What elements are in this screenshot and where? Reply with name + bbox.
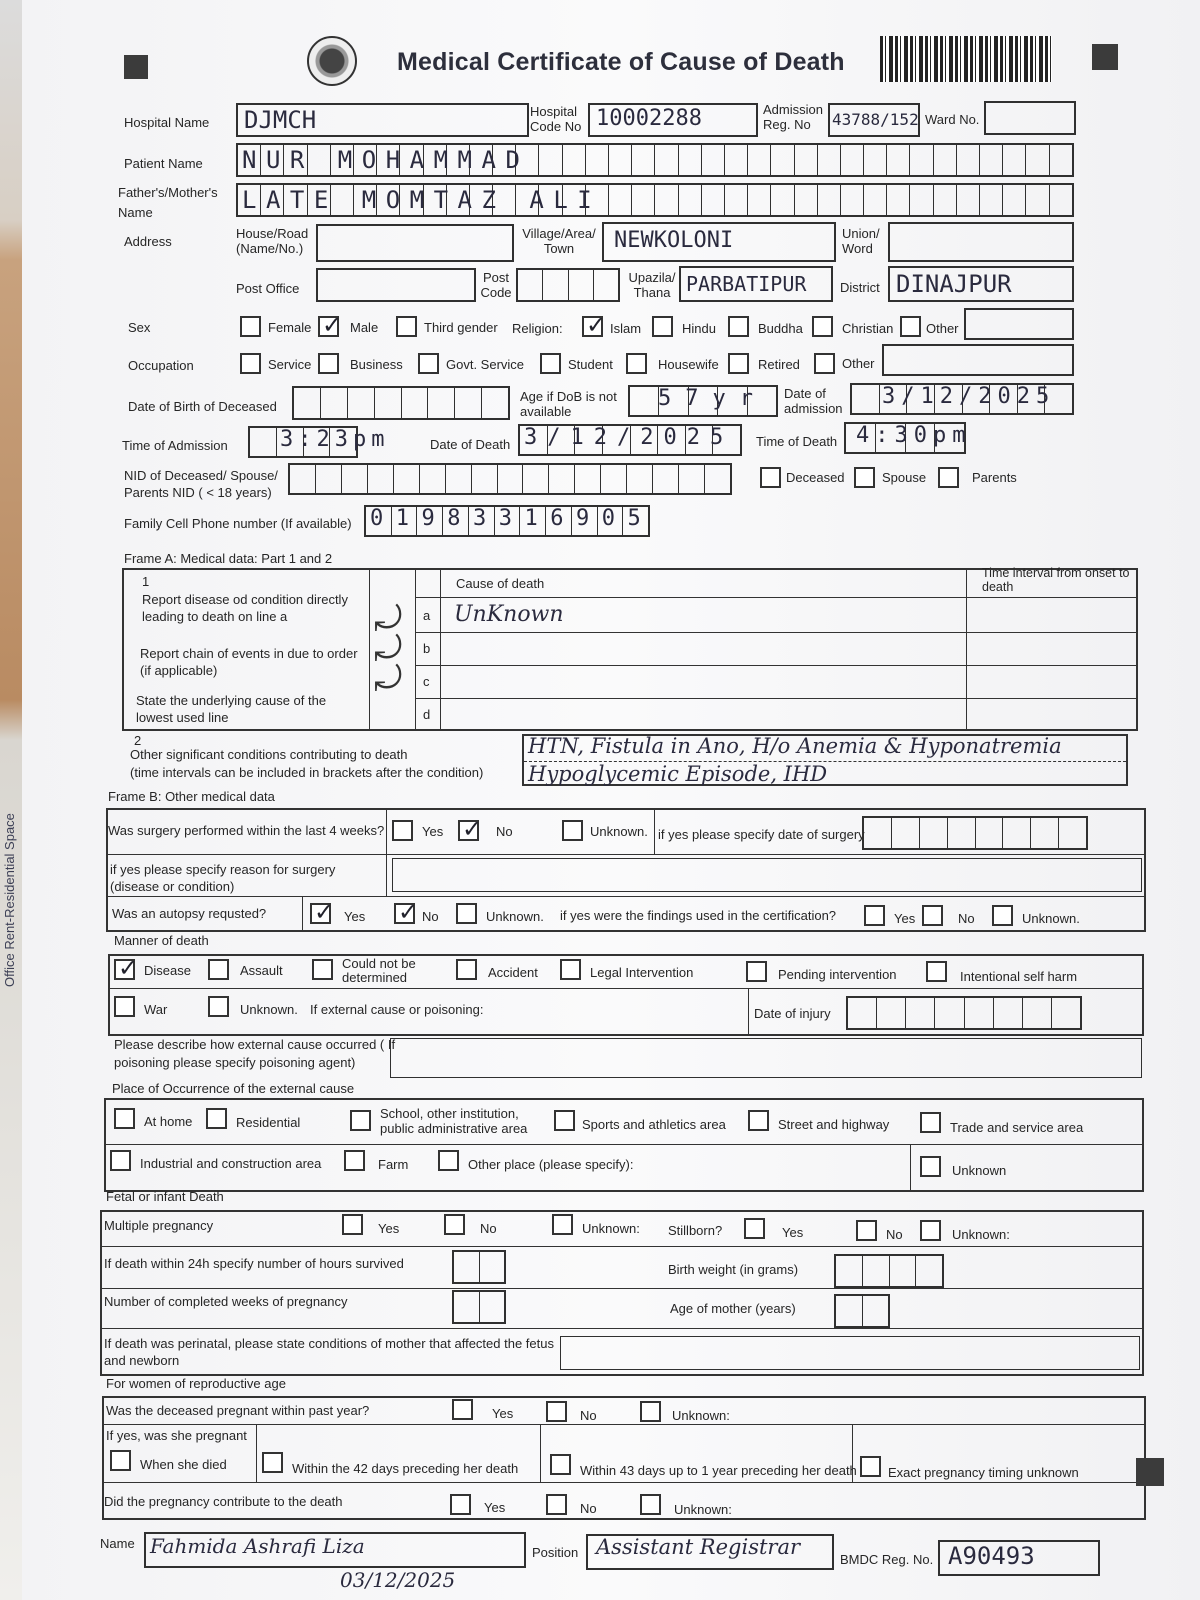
findings-yes-label: Yes	[894, 911, 916, 926]
hours-survived-label: If death within 24h specify number of hours survived	[104, 1256, 404, 1271]
age-value: 57yr	[658, 386, 767, 411]
district-label: District	[840, 280, 880, 295]
part1-instruction-a: Report disease od condition directly leading to death on line a	[142, 592, 348, 624]
hours-survived-cells[interactable]	[452, 1250, 506, 1284]
nid-parents-label: Parents	[972, 470, 1017, 485]
row-c-label: c	[423, 674, 430, 689]
place-unknown-checkbox[interactable]	[920, 1156, 941, 1177]
hospital-name-label: Hospital Name	[124, 115, 210, 130]
stillborn-unknown-checkbox[interactable]	[920, 1220, 941, 1241]
sex-third-gender-label: Third gender	[424, 320, 498, 335]
stillborn-no-label: No	[886, 1227, 903, 1242]
contribute-no-label: No	[580, 1501, 597, 1516]
dob-cells[interactable]	[292, 386, 510, 420]
place-street-checkbox[interactable]	[748, 1110, 769, 1131]
when-died-checkbox[interactable]	[110, 1450, 131, 1471]
manner-self-harm-checkbox[interactable]	[926, 961, 947, 982]
occupation-business-label: Business	[350, 357, 403, 372]
age-mother-label: Age of mother (years)	[670, 1301, 796, 1316]
admission-reg-label: Admission Reg. No	[763, 102, 823, 132]
exact-unknown-label: Exact pregnancy timing unknown	[888, 1465, 1079, 1480]
religion-buddha-checkbox[interactable]	[728, 316, 749, 337]
autopsy-unknown-label: Unknown.	[486, 909, 544, 924]
religion-christian-label: Christian	[842, 321, 894, 336]
occupation-other-checkbox[interactable]	[814, 353, 835, 374]
sex-male-label: Male	[350, 320, 379, 335]
manner-undetermined-label: Could not be determined	[342, 956, 416, 985]
findings-no-checkbox[interactable]	[922, 905, 943, 926]
form-title: Medical Certificate of Cause of Death	[397, 48, 845, 76]
place-home-label: At home	[144, 1114, 193, 1129]
religion-label: Religion:	[512, 321, 563, 336]
chain-arrows-icon: ⤾ ⤾ ⤾	[374, 600, 403, 698]
religion-other-field[interactable]	[964, 308, 1074, 340]
findings-no-label: No	[958, 911, 975, 926]
multiple-no-label: No	[480, 1221, 497, 1236]
certificate-page	[22, 0, 1200, 1600]
house-road-field[interactable]	[316, 224, 514, 262]
place-farm-label: Farm	[378, 1157, 409, 1172]
post-code-label: Post Code	[480, 270, 512, 300]
date-death-value: 3/12/2025	[524, 425, 734, 450]
surgery-unknown-label: Unknown.	[590, 824, 648, 839]
religion-other-checkbox[interactable]	[900, 316, 921, 337]
surgery-reason-label: if yes please specify reason for surgery (disease or condition)	[110, 862, 336, 894]
manner-undetermined-checkbox[interactable]	[312, 959, 333, 980]
autopsy-no-label: No	[422, 909, 439, 924]
surgery-reason-field[interactable]	[392, 858, 1142, 892]
row-d-label: d	[423, 707, 431, 722]
surgery-no-checkbox[interactable]	[458, 820, 479, 841]
time-death-label: Time of Death	[756, 434, 838, 449]
findings-unknown-label: Unknown.	[1022, 911, 1080, 926]
describe-external-field[interactable]	[390, 1038, 1142, 1078]
manner-accident-checkbox[interactable]	[456, 959, 477, 980]
religion-christian-checkbox[interactable]	[812, 316, 833, 337]
contribute-unknown-label: Unknown:	[674, 1502, 732, 1517]
surgery-date-label: if yes please specify date of surgery	[658, 827, 865, 842]
nid-parents-checkbox[interactable]	[938, 467, 959, 488]
place-trade-label: Trade and service area	[950, 1120, 1084, 1135]
perinatal-label: If death was perinatal, please state conditions of mother that affected the fetus and newborn	[104, 1336, 554, 1368]
occupation-retired-label: Retired	[758, 357, 800, 372]
place-home-checkbox[interactable]	[114, 1108, 135, 1129]
village-label: Village/Area/ Town	[522, 226, 596, 256]
ward-no-label: Ward No.	[925, 112, 980, 127]
post-code-cells[interactable]	[516, 268, 620, 302]
cause-of-death-header: Cause of death	[456, 576, 545, 591]
religion-islam-checkbox[interactable]	[582, 316, 603, 337]
stillborn-unknown-label: Unknown:	[952, 1227, 1010, 1242]
autopsy-question: Was an autopsy requsted?	[112, 906, 267, 921]
surgery-no-label: No	[496, 824, 513, 839]
occupation-other-field[interactable]	[882, 344, 1074, 376]
time-admission-label: Time of Admission	[122, 438, 228, 453]
registration-mark	[1136, 1458, 1164, 1486]
side-note-text: Office Rent-Residential Space	[2, 813, 17, 987]
occupation-retired-checkbox[interactable]	[728, 353, 749, 374]
manner-assault-label: Assault	[240, 963, 283, 978]
within-43-label: Within 43 days up to 1 year preceding her death	[580, 1463, 857, 1478]
religion-hindu-checkbox[interactable]	[652, 316, 673, 337]
date-injury-cells[interactable]	[846, 996, 1082, 1030]
women-title: For women of reproductive age	[106, 1376, 286, 1391]
position-value: Assistant Registrar	[596, 1535, 801, 1559]
manner-pending-label: Pending intervention	[778, 967, 897, 982]
row-b-label: b	[423, 641, 431, 656]
part1-number: 1	[142, 574, 150, 589]
manner-self-harm-label: Intentional self harm	[960, 969, 1078, 984]
government-emblem-icon	[307, 36, 357, 86]
date-admission-label: Date of admission	[784, 386, 843, 416]
pregnant-unknown-label: Unknown:	[672, 1408, 730, 1423]
place-industrial-checkbox[interactable]	[110, 1150, 131, 1171]
contribute-question: Did the pregnancy contribute to the death	[104, 1494, 343, 1509]
part2-line2: (time intervals can be included in brackets after the condition)	[130, 765, 484, 780]
district-value: DINAJPUR	[896, 270, 1012, 298]
date-injury-label: Date of injury	[754, 1006, 831, 1021]
manner-legal-label: Legal Intervention	[590, 965, 694, 980]
age-if-label: Age if DoB is not available	[520, 389, 617, 419]
post-office-field[interactable]	[316, 268, 476, 302]
place-trade-checkbox[interactable]	[920, 1112, 941, 1133]
manner-legal-checkbox[interactable]	[560, 959, 581, 980]
fetal-title: Fetal or infant Death	[106, 1189, 224, 1204]
nid-cells[interactable]	[288, 463, 732, 495]
manner-unknown-checkbox[interactable]	[208, 996, 229, 1017]
contribute-yes-label: Yes	[484, 1500, 506, 1515]
manner-unknown-label: Unknown.	[240, 1002, 298, 1017]
if-yes-pregnant-label: If yes, was she pregnant	[106, 1428, 247, 1443]
autopsy-yes-checkbox[interactable]	[310, 903, 331, 924]
occupation-govt-service-checkbox[interactable]	[418, 353, 439, 374]
place-other-label: Other place (please specify):	[468, 1157, 634, 1172]
manner-assault-checkbox[interactable]	[208, 959, 229, 980]
position-label: Position	[532, 1545, 579, 1560]
place-street-label: Street and highway	[778, 1117, 890, 1132]
part2-value-1: HTN, Fistula in Ano, H/o Anemia & Hyponatremia	[528, 734, 1062, 758]
hospital-code-value: 10002288	[596, 106, 702, 131]
registration-mark	[124, 55, 148, 79]
external-cause-label: If external cause or poisoning:	[310, 1002, 484, 1017]
registration-mark	[1092, 44, 1118, 70]
union-label: Union/ Word	[842, 226, 880, 256]
village-value: NEWKOLONI	[614, 228, 734, 253]
place-farm-checkbox[interactable]	[344, 1150, 365, 1171]
frame-b-title: Frame B: Other medical data	[108, 789, 275, 804]
signature-date-value: 03/12/2025	[340, 1568, 456, 1592]
signer-name-value: Fahmida Ashrafi Liza	[150, 1534, 365, 1558]
place-residential-checkbox[interactable]	[206, 1108, 227, 1129]
contribute-unknown-checkbox[interactable]	[640, 1494, 661, 1515]
nid-spouse-label: Spouse	[882, 470, 927, 485]
pregnant-yes-label: Yes	[492, 1406, 514, 1421]
phone-value: 01983316905	[370, 506, 654, 531]
occupation-other-label: Other	[842, 356, 875, 371]
address-label: Address	[124, 234, 172, 249]
pregnant-unknown-checkbox[interactable]	[640, 1401, 661, 1422]
manner-accident-label: Accident	[488, 965, 538, 980]
interval-header: Time interval from onset to death	[982, 566, 1130, 594]
religion-islam-label: Islam	[610, 321, 642, 336]
occupation-service-label: Service	[268, 357, 312, 372]
house-road-label: House/Road (Name/No.)	[236, 226, 309, 256]
birth-weight-label: Birth weight (in grams)	[668, 1262, 799, 1277]
dob-label: Date of Birth of Deceased	[128, 399, 277, 414]
nid-deceased-label: Deceased	[786, 470, 845, 485]
patient-name-label: Patient Name	[124, 156, 203, 171]
multiple-yes-label: Yes	[378, 1221, 400, 1236]
manner-war-label: War	[144, 1002, 168, 1017]
surgery-yes-checkbox[interactable]	[392, 820, 413, 841]
father-mother-value: LATE MOMTAZ ALI	[242, 186, 602, 214]
phone-label: Family Cell Phone number (If available)	[124, 516, 352, 531]
pregnant-yes-checkbox[interactable]	[452, 1399, 473, 1420]
row-a-label: a	[423, 608, 431, 623]
occupation-student-label: Student	[568, 357, 613, 372]
sex-label: Sex	[128, 320, 151, 335]
multiple-unknown-checkbox[interactable]	[552, 1214, 573, 1235]
sex-female-checkbox[interactable]	[240, 316, 261, 337]
occupation-student-checkbox[interactable]	[540, 353, 561, 374]
place-residential-label: Residential	[236, 1115, 301, 1130]
upazila-value: PARBATIPUR	[686, 272, 807, 296]
upazila-label: Upazila/ Thana	[628, 270, 676, 300]
place-industrial-label: Industrial and construction area	[140, 1156, 322, 1171]
place-sports-label: Sports and athletics area	[582, 1117, 726, 1132]
occupation-govt-service-label: Govt. Service	[446, 357, 525, 372]
manner-disease-checkbox[interactable]	[114, 959, 135, 980]
occupation-housewife-checkbox[interactable]	[626, 353, 647, 374]
autopsy-no-checkbox[interactable]	[394, 903, 415, 924]
hospital-name-value: DJMCH	[244, 106, 317, 134]
place-school-checkbox[interactable]	[350, 1110, 371, 1131]
nid-deceased-checkbox[interactable]	[760, 467, 781, 488]
autopsy-yes-label: Yes	[344, 909, 366, 924]
weeks-preg-cells[interactable]	[452, 1290, 506, 1324]
birth-weight-cells[interactable]	[834, 1254, 944, 1288]
part2-value-2: Hypoglycemic Episode, IHD	[528, 762, 828, 786]
surgery-question: Was surgery performed within the last 4 weeks?	[108, 823, 385, 838]
place-title: Place of Occurrence of the external cause	[112, 1081, 355, 1096]
part1-instruction-chain: Report chain of events in due to order (if applicable)	[140, 646, 358, 678]
exact-unknown-checkbox[interactable]	[860, 1456, 881, 1477]
describe-external-label: Please describe how external cause occurred ( If poisoning please specify poisoning agent)	[114, 1037, 396, 1070]
manner-title: Manner of death	[114, 933, 209, 948]
admission-reg-value: 43788/152	[832, 110, 919, 129]
bmdc-value: A90493	[948, 1542, 1035, 1570]
multiple-yes-checkbox[interactable]	[342, 1214, 363, 1235]
pregnant-no-checkbox[interactable]	[546, 1401, 567, 1422]
findings-yes-checkbox[interactable]	[864, 905, 885, 926]
place-unknown-label: Unknown	[952, 1163, 1007, 1178]
frame-a-title: Frame A: Medical data: Part 1 and 2	[124, 551, 333, 566]
hospital-code-label: Hospital Code No	[530, 104, 582, 134]
date-admission-value: 3/12/2025	[882, 384, 1056, 409]
bmdc-label: BMDC Reg. No.	[840, 1552, 934, 1567]
surgery-unknown-checkbox[interactable]	[562, 820, 583, 841]
contribute-no-checkbox[interactable]	[546, 1494, 567, 1515]
within-43-checkbox[interactable]	[550, 1454, 571, 1475]
time-death-value: 4:30pm	[856, 423, 972, 448]
pregnant-question: Was the deceased pregnant within past year?	[106, 1403, 370, 1418]
weeks-preg-label: Number of completed weeks of pregnancy	[104, 1294, 348, 1309]
stillborn-yes-label: Yes	[782, 1225, 804, 1240]
contribute-yes-checkbox[interactable]	[450, 1494, 471, 1515]
nid-spouse-checkbox[interactable]	[854, 467, 875, 488]
sex-male-checkbox[interactable]	[318, 316, 339, 337]
sex-third-gender-checkbox[interactable]	[396, 316, 417, 337]
place-sports-checkbox[interactable]	[554, 1110, 575, 1131]
multiple-preg-label: Multiple pregnancy	[104, 1218, 214, 1233]
occupation-housewife-label: Housewife	[658, 357, 719, 372]
date-death-label: Date of Death	[430, 437, 511, 452]
surgery-date-cells[interactable]	[862, 816, 1088, 850]
place-other-checkbox[interactable]	[438, 1150, 459, 1171]
post-office-label: Post Office	[236, 281, 300, 296]
father-mother-label: Father's/Mother's Name	[118, 185, 218, 220]
manner-disease-label: Disease	[144, 963, 191, 978]
religion-hindu-label: Hindu	[682, 321, 716, 336]
barcode	[880, 36, 1052, 82]
surgery-yes-label: Yes	[422, 824, 444, 839]
findings-unknown-checkbox[interactable]	[992, 905, 1013, 926]
multiple-no-checkbox[interactable]	[444, 1214, 465, 1235]
patient-name-value: NUR MOHAMMAD	[242, 146, 530, 174]
pregnant-no-label: No	[580, 1408, 597, 1423]
age-mother-cells[interactable]	[834, 1294, 890, 1328]
stillborn-no-checkbox[interactable]	[856, 1220, 877, 1241]
within-42-label: Within the 42 days preceding her death	[292, 1461, 519, 1476]
religion-other-label: Other	[926, 321, 959, 336]
place-school-label: School, other institution, public administrative area	[380, 1106, 528, 1136]
time-admission-value: 3:23pm	[280, 427, 390, 452]
part1-instruction-underlying: State the underlying cause of the lowest used line	[136, 693, 327, 725]
occupation-label: Occupation	[128, 358, 194, 373]
autopsy-findings-label: if yes were the findings used in the certification?	[560, 908, 837, 923]
religion-buddha-label: Buddha	[758, 321, 803, 336]
occupation-service-checkbox[interactable]	[240, 353, 261, 374]
part2-line1: Other significant conditions contributing to death	[130, 747, 408, 762]
manner-war-checkbox[interactable]	[114, 996, 135, 1017]
sex-female-label: Female	[268, 320, 312, 335]
cause-a-value: UnKnown	[454, 602, 564, 627]
when-died-label: When she died	[140, 1457, 227, 1472]
perinatal-field[interactable]	[560, 1336, 1140, 1370]
multiple-unknown-label: Unknown:	[582, 1221, 640, 1236]
ward-no-field[interactable]	[984, 101, 1076, 135]
stillborn-label: Stillborn?	[668, 1223, 723, 1238]
part2-number: 2	[134, 733, 142, 748]
within-42-checkbox[interactable]	[262, 1452, 283, 1473]
union-field[interactable]	[888, 222, 1074, 262]
name-label: Name	[100, 1536, 135, 1551]
nid-label: NID of Deceased/ Spouse/ Parents NID ( < 18 years)	[124, 468, 278, 500]
manner-pending-checkbox[interactable]	[746, 961, 767, 982]
occupation-business-checkbox[interactable]	[318, 353, 339, 374]
stillborn-yes-checkbox[interactable]	[744, 1218, 765, 1239]
autopsy-unknown-checkbox[interactable]	[456, 903, 477, 924]
